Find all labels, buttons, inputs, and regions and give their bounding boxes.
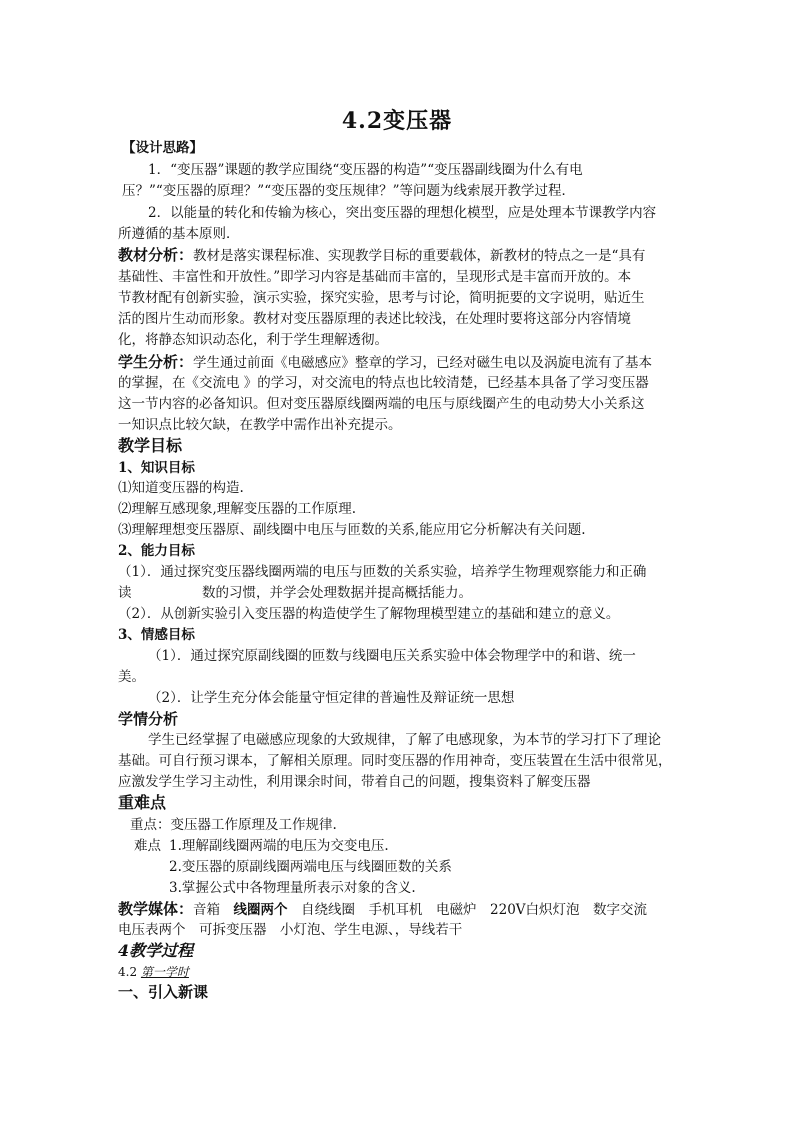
emotion-item1-line2: 美。 [118,669,145,685]
keypoints-d1: 1.理解副线圈两端的电压为交变电压. [169,838,389,854]
student-line4: 一知识点比较欠缺，在教学中需作出补充提示。 [118,417,402,433]
design-p2-line1: 2．以能量的转化和传输为核心，突出变压器的理想化模型，应是处理本节课教学内容 [148,205,657,221]
media-line1 [118,899,647,920]
ability-item1-line2b: 数的习惯，并学会处理数据并提高概括能力。 [202,585,472,601]
learning-line1: 学生已经掌握了电磁感应现象的大致规律，了解了电感现象，为本节的学习打下了理论 [148,732,661,748]
keypoints-focus: 重点：变压器工作原理及工作规律. [130,817,337,833]
knowledge-item-3: ⑶理解理想变压器原、副线圈中电压与匝数的关系,能应用它分析解决有关问题. [118,522,586,538]
knowledge-item-1: ⑴知道变压器的构造. [118,480,244,496]
ability-heading: 2、能力目标 [118,543,195,559]
design-heading: 【设计思路】 [122,140,203,156]
goals-heading: 教学目标 [118,436,183,455]
design-p1-line2: 压？”“变压器的原理？”“变压器的变压规律？”等问题为线索展开教学过程． [122,183,576,199]
ability-item2: （2）．从创新实验引入变压器的构造使学生了解物理模型建立的基础和建立的意义。 [118,606,620,622]
learning-line2: 基础。可自行预习课本，了解相关原理。同时变压器的作用神奇，变压装置在生活中很常见， [118,753,672,769]
media-label: 教学媒体： [118,900,194,918]
keypoints-d2: 2.变压器的原副线圈两端电压与线圈匝数的关系 [169,859,452,875]
textbook-line5: 化，将静态知识动态化，利于学生理解透彻。 [118,332,388,348]
design-p2-line2: 所遵循的基本原则． [118,226,240,242]
textbook-line1 [118,245,645,266]
process-lesson [118,962,189,982]
ability-item1-line1: （1）．通过探究变压器线圈两端的电压与匝数的关系实验，培养学生物理观察能力和正确 [118,564,647,580]
ability-item1-line2a: 读 [118,585,132,601]
process-heading: 4教学过程 [118,941,194,960]
page-title: 4.2变压器 [341,108,453,134]
student-label: 学生分析： [118,353,194,371]
student-line3: 这一节内容的必备知识。但对变压器原线圈两端的电压与原线圈产生的电动势大小关系这 [118,396,645,412]
knowledge-item-2: ⑵理解互感现象,理解变压器的工作原理. [118,501,357,517]
process-lesson-num: 4.2 [118,965,138,979]
media-line1b: 线圈两个 [233,902,288,918]
textbook-line1-text: 教材是落实课程标准、实现教学目标的重要载体，新教材的特点之一是“具有 [193,248,646,264]
textbook-line4: 活的图片生动而形象。教材对变压器原理的表述比较浅，在处理时要将这部分内容情境 [118,311,631,327]
textbook-label: 教材分析： [118,246,194,264]
knowledge-heading: 1、知识目标 [118,460,195,476]
process-lesson-name: 第一学时 [140,965,189,979]
textbook-line2: 基础性、丰富性和开放性。”即学习内容是基础而丰富的，呈现形式是丰富而开放的。本 [118,269,632,285]
student-line2: 的掌握，在《交流电 》的学习，对交流电的特点也比较清楚，已经基本具备了学习变压器 [118,375,649,391]
textbook-line3: 节教材配有创新实验，演示实验，探究实验，思考与讨论，简明扼要的文字说明，贴近生 [118,290,645,306]
design-p1-line1: 1．“变压器”课题的教学应围绕“变压器的构造”“变压器副线圈为什么有电 [148,162,583,178]
process-intro: 一、引入新课 [118,983,209,1001]
media-line1a: 音箱 [193,902,234,918]
student-line1 [118,352,652,373]
learning-heading: 学情分析 [118,710,179,728]
media-line1c: 自绕线圈 手机耳机 电磁炉 220V白炽灯泡 数字交流 [287,902,648,918]
student-line1-text: 学生通过前面《电磁感应》整章的学习，已经对磁生电以及涡旋电流有了基本 [193,355,653,371]
learning-line3: 应激发学生学习主动性，利用课余时间，带着自己的问题，搜集资料了解变压器 [118,774,591,790]
emotion-item1-line1: （1）．通过探究原副线圈的匝数与线圈电压关系实验中体会物理学中的和谐、统一 [148,648,636,664]
emotion-item2: （2）．让学生充分体会能量守恒定律的普遍性及辩证统一思想 [148,690,515,706]
keypoints-difficulty-label: 难点 [134,838,161,854]
emotion-heading: 3、情感目标 [118,627,195,643]
media-line2: 电压表两个 可拆变压器 小灯泡、学生电源、，导线若干 [118,922,463,938]
keypoints-heading: 重难点 [118,793,167,812]
keypoints-d3: 3.掌握公式中各物理量所表示对象的含义. [169,880,416,896]
